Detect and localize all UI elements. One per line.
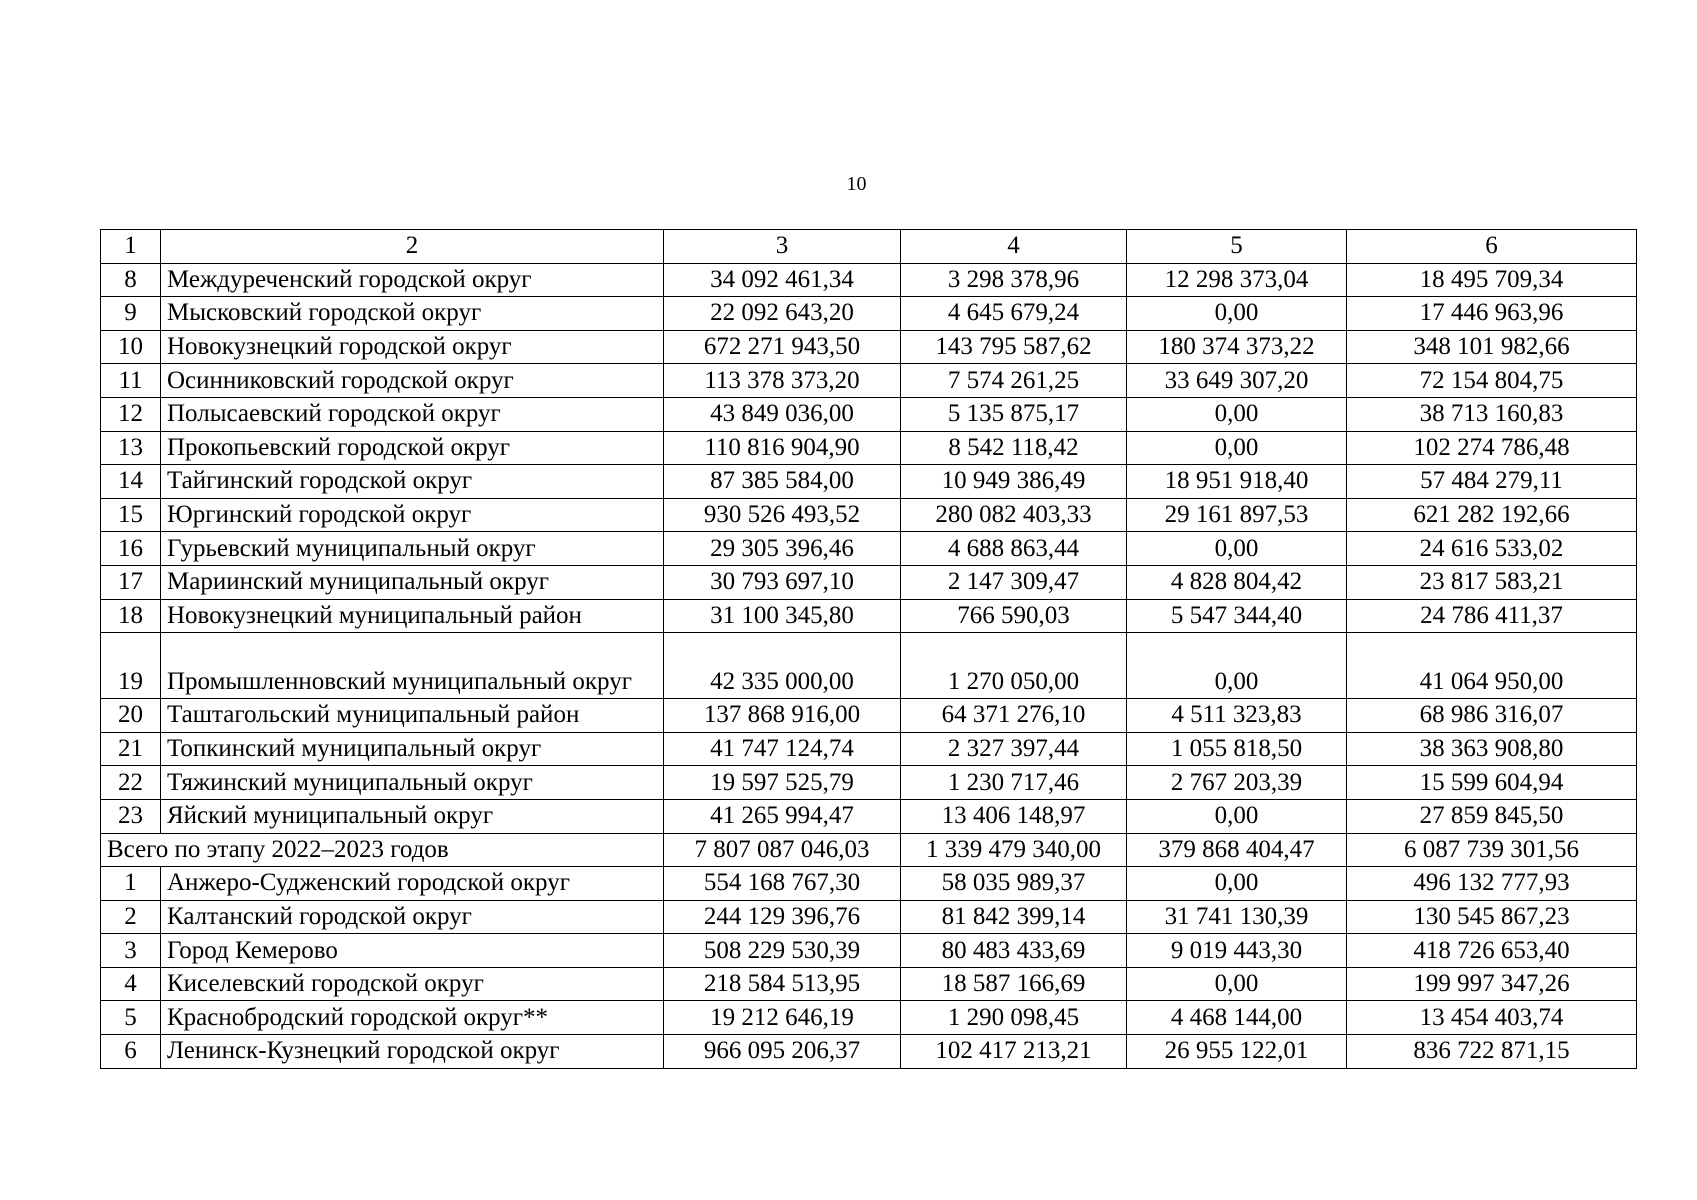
value-cell-col3: 218 584 513,95 xyxy=(664,967,901,1001)
table-row xyxy=(101,732,1637,766)
value-cell-col5: 18 951 918,40 xyxy=(1127,465,1347,499)
value-cell-col4: 102 417 213,21 xyxy=(901,1035,1127,1069)
value-cell-col4: 80 483 433,69 xyxy=(901,934,1127,968)
municipality-name-cell: Промышленновский муниципальный округ xyxy=(161,633,664,699)
value-cell-col3: 31 100 345,80 xyxy=(664,599,901,633)
table-row xyxy=(101,465,1637,499)
total-value-c5: 379 868 404,47 xyxy=(1127,833,1347,867)
column-header: 3 xyxy=(664,230,901,264)
municipality-name-cell: Тайгинский городской округ xyxy=(161,465,664,499)
total-row xyxy=(101,833,1637,867)
value-cell-col6: 27 859 845,50 xyxy=(1347,799,1637,833)
municipality-name-cell: Прокопьевский городской округ xyxy=(161,431,664,465)
value-cell-col3: 930 526 493,52 xyxy=(664,498,901,532)
row-number-cell: 22 xyxy=(101,766,161,800)
table-row xyxy=(101,263,1637,297)
municipality-name-cell: Топкинский муниципальный округ xyxy=(161,732,664,766)
value-cell-col6: 24 786 411,37 xyxy=(1347,599,1637,633)
municipality-name-cell: Полысаевский городской округ xyxy=(161,397,664,431)
row-number-cell: 4 xyxy=(101,967,161,1001)
row-number-cell: 10 xyxy=(101,330,161,364)
value-cell-col4: 58 035 989,37 xyxy=(901,867,1127,901)
budget-table xyxy=(100,229,1637,1069)
row-number-cell: 19 xyxy=(101,633,161,699)
value-cell-col4: 8 542 118,42 xyxy=(901,431,1127,465)
value-cell-col4: 2 327 397,44 xyxy=(901,732,1127,766)
row-number-cell: 11 xyxy=(101,364,161,398)
value-cell-col5: 26 955 122,01 xyxy=(1127,1035,1347,1069)
total-value-c4: 1 339 479 340,00 xyxy=(901,833,1127,867)
table-row xyxy=(101,934,1637,968)
value-cell-col6: 130 545 867,23 xyxy=(1347,900,1637,934)
value-cell-col5: 5 547 344,40 xyxy=(1127,599,1347,633)
value-cell-col5: 0,00 xyxy=(1127,397,1347,431)
value-cell-col4: 4 688 863,44 xyxy=(901,532,1127,566)
value-cell-col6: 72 154 804,75 xyxy=(1347,364,1637,398)
table-row xyxy=(101,431,1637,465)
municipality-name-cell: Яйский муниципальный округ xyxy=(161,799,664,833)
value-cell-col6: 15 599 604,94 xyxy=(1347,766,1637,800)
row-number-cell: 8 xyxy=(101,263,161,297)
value-cell-col6: 13 454 403,74 xyxy=(1347,1001,1637,1035)
value-cell-col3: 244 129 396,76 xyxy=(664,900,901,934)
municipality-name-cell: Таштагольский муниципальный район xyxy=(161,699,664,733)
table-row xyxy=(101,699,1637,733)
column-header: 2 xyxy=(161,230,664,264)
value-cell-col3: 29 305 396,46 xyxy=(664,532,901,566)
value-cell-col4: 81 842 399,14 xyxy=(901,900,1127,934)
table-row xyxy=(101,397,1637,431)
value-cell-col5: 1 055 818,50 xyxy=(1127,732,1347,766)
row-number-cell: 23 xyxy=(101,799,161,833)
value-cell-col6: 836 722 871,15 xyxy=(1347,1035,1637,1069)
page-number: 10 xyxy=(846,173,867,195)
value-cell-col3: 42 335 000,00 xyxy=(664,633,901,699)
total-label: Всего по этапу 2022–2023 годов xyxy=(101,833,664,867)
value-cell-col3: 672 271 943,50 xyxy=(664,330,901,364)
value-cell-col6: 418 726 653,40 xyxy=(1347,934,1637,968)
municipality-name-cell: Киселевский городской округ xyxy=(161,967,664,1001)
value-cell-col5: 0,00 xyxy=(1127,532,1347,566)
value-cell-col3: 34 092 461,34 xyxy=(664,263,901,297)
value-cell-col5: 0,00 xyxy=(1127,633,1347,699)
value-cell-col3: 41 747 124,74 xyxy=(664,732,901,766)
value-cell-col3: 41 265 994,47 xyxy=(664,799,901,833)
municipality-name-cell: Новокузнецкий городской округ xyxy=(161,330,664,364)
value-cell-col4: 7 574 261,25 xyxy=(901,364,1127,398)
row-number-cell: 9 xyxy=(101,297,161,331)
value-cell-col3: 19 212 646,19 xyxy=(664,1001,901,1035)
municipality-name-cell: Краснобродский городской округ** xyxy=(161,1001,664,1035)
value-cell-col4: 10 949 386,49 xyxy=(901,465,1127,499)
row-number-cell: 20 xyxy=(101,699,161,733)
table-row xyxy=(101,297,1637,331)
column-header: 5 xyxy=(1127,230,1347,264)
value-cell-col5: 0,00 xyxy=(1127,431,1347,465)
row-number-cell: 16 xyxy=(101,532,161,566)
row-number-cell: 6 xyxy=(101,1035,161,1069)
value-cell-col4: 1 230 717,46 xyxy=(901,766,1127,800)
value-cell-col5: 0,00 xyxy=(1127,867,1347,901)
municipality-name-cell: Калтанский городской округ xyxy=(161,900,664,934)
row-number-cell: 17 xyxy=(101,565,161,599)
table-row xyxy=(101,330,1637,364)
value-cell-col3: 554 168 767,30 xyxy=(664,867,901,901)
column-header: 1 xyxy=(101,230,161,264)
row-number-cell: 13 xyxy=(101,431,161,465)
municipality-name-cell: Город Кемерово xyxy=(161,934,664,968)
table-row xyxy=(101,900,1637,934)
municipality-name-cell: Анжеро-Судженский городской округ xyxy=(161,867,664,901)
value-cell-col6: 38 713 160,83 xyxy=(1347,397,1637,431)
municipality-name-cell: Юргинский городской округ xyxy=(161,498,664,532)
total-value-c6: 6 087 739 301,56 xyxy=(1347,833,1637,867)
total-value-c3: 7 807 087 046,03 xyxy=(664,833,901,867)
value-cell-col4: 4 645 679,24 xyxy=(901,297,1127,331)
municipality-name-cell: Ленинск-Кузнецкий городской округ xyxy=(161,1035,664,1069)
value-cell-col4: 2 147 309,47 xyxy=(901,565,1127,599)
value-cell-col6: 24 616 533,02 xyxy=(1347,532,1637,566)
value-cell-col3: 87 385 584,00 xyxy=(664,465,901,499)
value-cell-col3: 110 816 904,90 xyxy=(664,431,901,465)
row-number-cell: 2 xyxy=(101,900,161,934)
value-cell-col5: 0,00 xyxy=(1127,799,1347,833)
table-body xyxy=(101,230,1637,1069)
value-cell-col4: 143 795 587,62 xyxy=(901,330,1127,364)
value-cell-col4: 3 298 378,96 xyxy=(901,263,1127,297)
value-cell-col6: 41 064 950,00 xyxy=(1347,633,1637,699)
value-cell-col6: 102 274 786,48 xyxy=(1347,431,1637,465)
value-cell-col5: 33 649 307,20 xyxy=(1127,364,1347,398)
municipality-name-cell: Гурьевский муниципальный округ xyxy=(161,532,664,566)
table-row xyxy=(101,1001,1637,1035)
value-cell-col5: 4 828 804,42 xyxy=(1127,565,1347,599)
row-number-cell: 18 xyxy=(101,599,161,633)
value-cell-col4: 766 590,03 xyxy=(901,599,1127,633)
value-cell-col4: 280 082 403,33 xyxy=(901,498,1127,532)
municipality-name-cell: Осинниковский городской округ xyxy=(161,364,664,398)
value-cell-col6: 23 817 583,21 xyxy=(1347,565,1637,599)
municipality-name-cell: Мысковский городской округ xyxy=(161,297,664,331)
table-row xyxy=(101,633,1637,699)
row-number-cell: 5 xyxy=(101,1001,161,1035)
value-cell-col5: 9 019 443,30 xyxy=(1127,934,1347,968)
value-cell-col3: 113 378 373,20 xyxy=(664,364,901,398)
value-cell-col6: 38 363 908,80 xyxy=(1347,732,1637,766)
table-row xyxy=(101,364,1637,398)
municipality-name-cell: Мариинский муниципальный округ xyxy=(161,565,664,599)
table-row xyxy=(101,867,1637,901)
table-header-row xyxy=(101,230,1637,264)
value-cell-col3: 30 793 697,10 xyxy=(664,565,901,599)
value-cell-col4: 18 587 166,69 xyxy=(901,967,1127,1001)
row-number-cell: 21 xyxy=(101,732,161,766)
table-row xyxy=(101,532,1637,566)
value-cell-col5: 31 741 130,39 xyxy=(1127,900,1347,934)
value-cell-col4: 64 371 276,10 xyxy=(901,699,1127,733)
value-cell-col6: 621 282 192,66 xyxy=(1347,498,1637,532)
row-number-cell: 3 xyxy=(101,934,161,968)
value-cell-col5: 180 374 373,22 xyxy=(1127,330,1347,364)
table-row xyxy=(101,799,1637,833)
value-cell-col4: 5 135 875,17 xyxy=(901,397,1127,431)
value-cell-col5: 4 511 323,83 xyxy=(1127,699,1347,733)
table-row xyxy=(101,967,1637,1001)
municipality-name-cell: Междуреченский городской округ xyxy=(161,263,664,297)
row-number-cell: 1 xyxy=(101,867,161,901)
value-cell-col5: 2 767 203,39 xyxy=(1127,766,1347,800)
value-cell-col4: 1 290 098,45 xyxy=(901,1001,1127,1035)
value-cell-col6: 496 132 777,93 xyxy=(1347,867,1637,901)
column-header: 6 xyxy=(1347,230,1637,264)
value-cell-col3: 22 092 643,20 xyxy=(664,297,901,331)
municipality-name-cell: Тяжинский муниципальный округ xyxy=(161,766,664,800)
value-cell-col5: 0,00 xyxy=(1127,297,1347,331)
value-cell-col6: 348 101 982,66 xyxy=(1347,330,1637,364)
table-row xyxy=(101,766,1637,800)
value-cell-col3: 508 229 530,39 xyxy=(664,934,901,968)
value-cell-col4: 1 270 050,00 xyxy=(901,633,1127,699)
table-row xyxy=(101,1035,1637,1069)
table-row xyxy=(101,599,1637,633)
value-cell-col4: 13 406 148,97 xyxy=(901,799,1127,833)
value-cell-col6: 57 484 279,11 xyxy=(1347,465,1637,499)
value-cell-col5: 12 298 373,04 xyxy=(1127,263,1347,297)
row-number-cell: 14 xyxy=(101,465,161,499)
value-cell-col5: 29 161 897,53 xyxy=(1127,498,1347,532)
municipality-name-cell: Новокузнецкий муниципальный район xyxy=(161,599,664,633)
value-cell-col5: 0,00 xyxy=(1127,967,1347,1001)
value-cell-col6: 199 997 347,26 xyxy=(1347,967,1637,1001)
table-row xyxy=(101,498,1637,532)
column-header: 4 xyxy=(901,230,1127,264)
value-cell-col6: 18 495 709,34 xyxy=(1347,263,1637,297)
value-cell-col6: 17 446 963,96 xyxy=(1347,297,1637,331)
value-cell-col3: 137 868 916,00 xyxy=(664,699,901,733)
table-row xyxy=(101,565,1637,599)
row-number-cell: 15 xyxy=(101,498,161,532)
value-cell-col3: 966 095 206,37 xyxy=(664,1035,901,1069)
value-cell-col3: 43 849 036,00 xyxy=(664,397,901,431)
value-cell-col5: 4 468 144,00 xyxy=(1127,1001,1347,1035)
value-cell-col3: 19 597 525,79 xyxy=(664,766,901,800)
row-number-cell: 12 xyxy=(101,397,161,431)
value-cell-col6: 68 986 316,07 xyxy=(1347,699,1637,733)
